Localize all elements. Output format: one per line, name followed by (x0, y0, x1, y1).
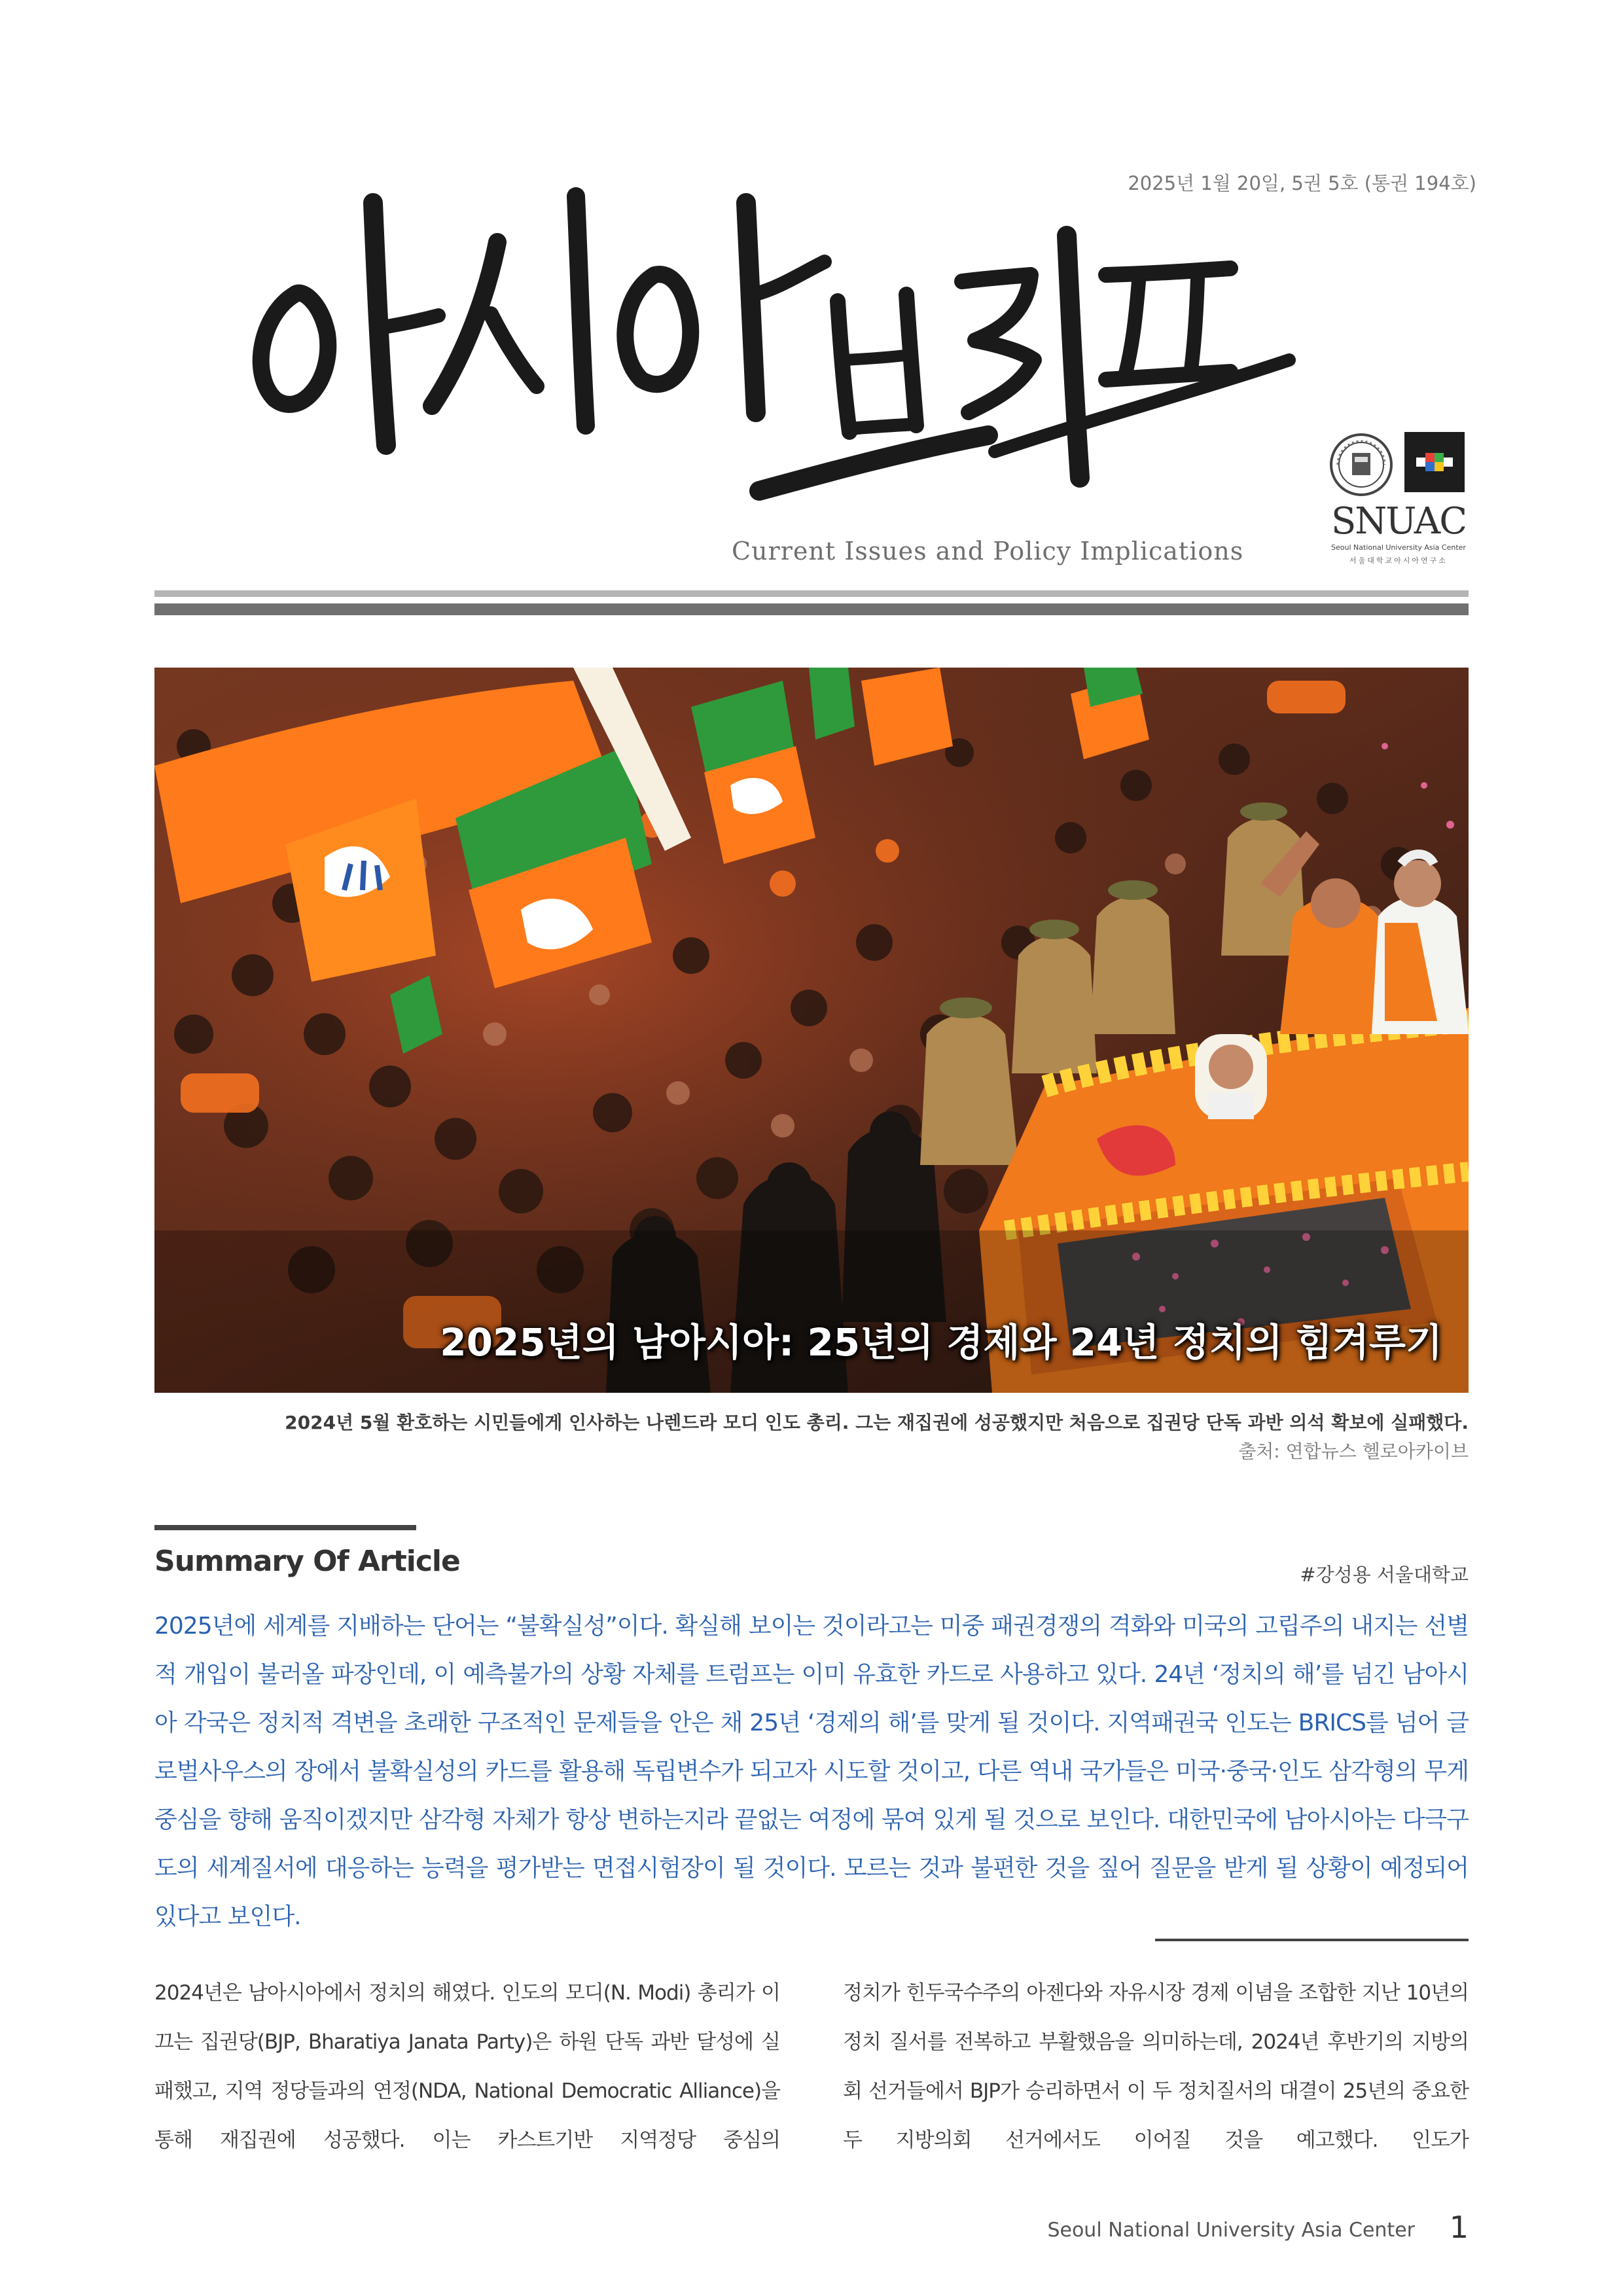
snuac-logo (1329, 432, 1469, 577)
logo-name: SNUAC (1330, 500, 1467, 543)
header-rule-dark (154, 603, 1469, 615)
subtitle: Current Issues and Policy Implications (732, 537, 1244, 565)
body-column-right: 정치가 힌두국수주의 아젠다와 자유시장 경제 이념을 조합한 지난 10년의 정치 질서를 전복하고 부활했음을 의미하는데, 2024년 후반기의 지방의회 선거들에서 BJP가 승리하면서 이 두 정치질서의 대결이 25년의 중요한 두 지방의회 선거에서도 이어질 것을 예고했다. 인도가 (843, 1981, 1469, 2152)
summary-body: 2025년에 세계를 지배하는 단어는 “불확실성”이다. 확실해 보이는 것이라고는 미중 패권경쟁의 격화와 미국의 고립주의 내지는 선별적 개입이 불러올 파장인데, 이 예측불가의 상황 자체를 트럼프는 이미 유효한 카드로 사용하고 있다. 24년 ‘정치의 해’를 넘긴 남아시아 각국은 정치적 격변을 초래한 구조적인 문제들을 안은 채 25년 ‘경제의 해’를 맞게 될 것이다. 지역패권국 인도는 BRICS를 넘어 글로벌사우스의 장에서 불확실성의 카드를 활용해 독립변수가 되고자 시도할 것이고, 다른 역내 국가들은 미국·중국·인도 삼각형의 무게중심을 향해 움직이겠지만 삼각형 자체가 항상 변하는지라 끝없는 여정에 묶여 있게 될 것으로 보인다. 대한민국에 남아시아는 다극구도의 세계질서에 대응하는 능력을 평가받는 면접시험장이 될 것이다. 모르는 것과 불편한 것을 짚어 질문을 받게 될 상황이 예정되어 있다고 보인다. (154, 1613, 1469, 1930)
page-number: 1 (1449, 2210, 1469, 2245)
summary-title: Summary Of Article (154, 1545, 460, 1578)
body-column-left: 2024년은 남아시아에서 정치의 해였다. 인도의 모디(N. Modi) 총리가 이끄는 집권당(BJP, Bharatiya Janata Party)은 하원 단독 과반 달성에 실패했고, 지역 정당들과의 연정(NDA, National Democratic Alliance)을 통해 재집권에 성공했다. 이는 카스트기반 지역정당 중심의 (154, 1981, 780, 2152)
photo-source: 출처: 연합뉴스 헬로아카이브 (1238, 1441, 1469, 1462)
header-rule-light (154, 590, 1469, 597)
photo-caption: 2024년 5월 환호하는 시민들에게 인사하는 나렌드라 모디 인도 총리. 그는 재집권에 성공했지만 처음으로 집권당 단독 과반 의석 확보에 실패했다. (285, 1412, 1469, 1433)
issue-line: 2025년 1월 20일, 5권 5호 (통권 194호) (1128, 172, 1476, 194)
column-rule (1155, 1939, 1469, 1941)
author-tag: #강성용 서울대학교 (1300, 1564, 1469, 1586)
university-seal-icon (1329, 432, 1394, 497)
rally-crowd-image (154, 668, 1469, 1393)
asia-center-mark-icon (1404, 432, 1465, 492)
footer-org: Seoul National University Asia Center (1047, 2219, 1415, 2242)
logo-name-en: Seoul National University Asia Center (1331, 543, 1466, 552)
title-calligraphy (223, 164, 1296, 533)
hero-photo (154, 668, 1469, 1393)
summary-rule (154, 1525, 416, 1530)
article-headline: 2025년의 남아시아: 25년의 경제와 24년 정치의 힘겨루기 (440, 1320, 1442, 1365)
logo-name-kr: 서울대학교아시아연구소 (1349, 556, 1448, 565)
